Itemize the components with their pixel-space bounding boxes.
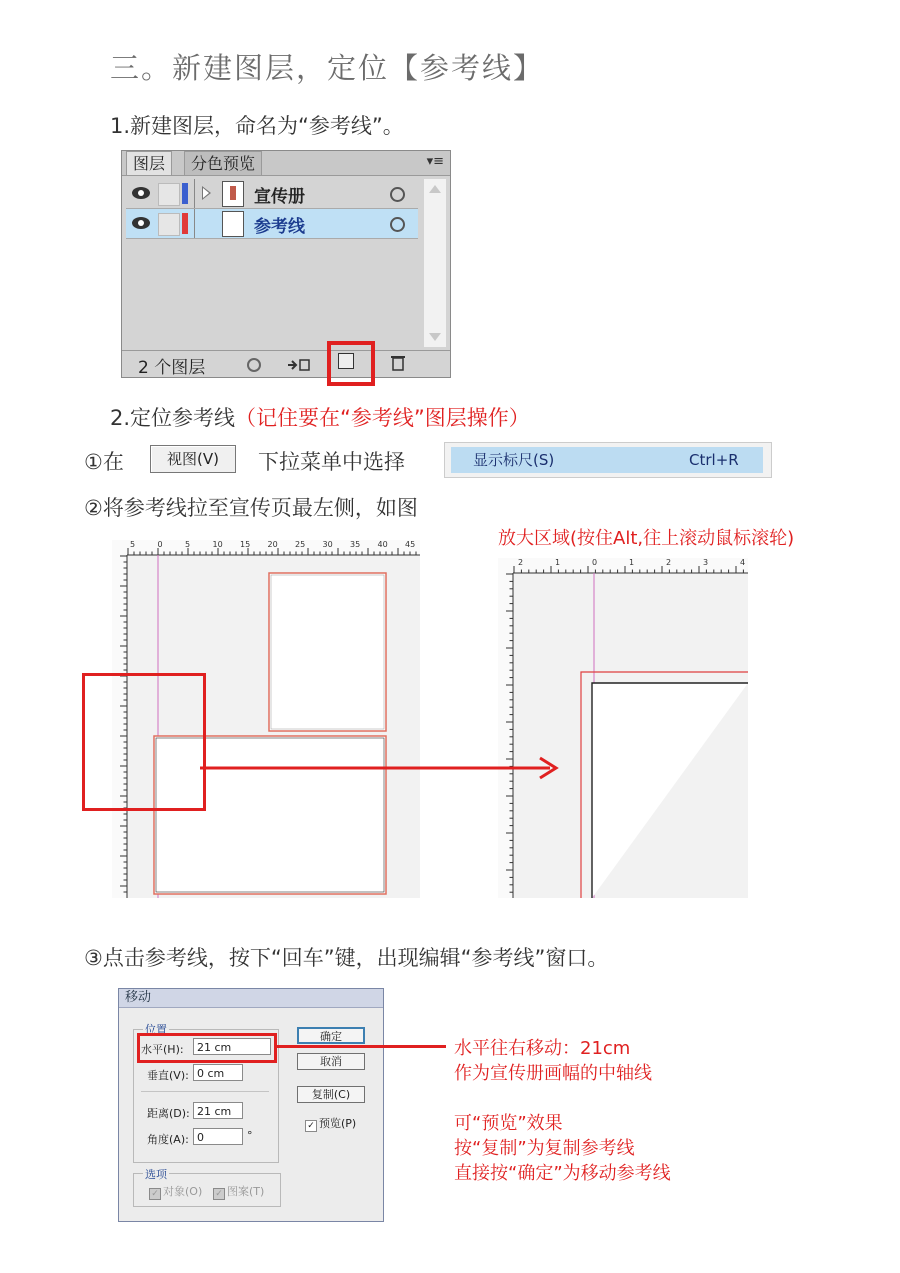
panel-menu-icon[interactable]: ▾≡ xyxy=(426,154,444,169)
lock-toggle[interactable] xyxy=(158,183,180,206)
ruler-label: 40 xyxy=(377,540,388,549)
ruler-label: 4 xyxy=(740,558,746,567)
trash-icon[interactable] xyxy=(390,354,406,372)
lock-toggle[interactable] xyxy=(158,213,180,236)
ruler-label: 5 xyxy=(185,540,191,549)
canvas-zoomed xyxy=(498,558,748,898)
distance-label: 距离(D): xyxy=(147,1107,190,1120)
position-group-label: 位置 xyxy=(145,1023,167,1036)
ruler-label: 5 xyxy=(130,540,136,549)
preview-label: 预览(P) xyxy=(319,1117,357,1130)
dialog-title: 移动 xyxy=(119,989,383,1008)
eye-icon[interactable] xyxy=(132,187,150,199)
options-group-label: 选项 xyxy=(145,1168,167,1181)
layer-name: 宣传册 xyxy=(254,187,305,207)
ruler-label: 3 xyxy=(703,558,709,567)
patterns-checkbox[interactable] xyxy=(213,1183,264,1200)
move-dialog xyxy=(118,988,384,1222)
layer-thumbnail xyxy=(222,211,244,237)
step2-prefix: 2.定位参考线 xyxy=(110,406,236,430)
angle-input[interactable]: 0 xyxy=(193,1128,243,1145)
note-spacer xyxy=(454,1086,671,1111)
divider xyxy=(194,179,195,208)
step2-text xyxy=(110,402,530,432)
step2-note: （记住要在“参考线”图层操作） xyxy=(235,406,530,430)
layer-color-swatch xyxy=(182,183,188,204)
layer-row[interactable] xyxy=(126,209,418,239)
ok-button[interactable]: 确定 xyxy=(297,1027,365,1044)
target-circle-icon[interactable] xyxy=(390,187,405,202)
layer-count: 2 个图层 xyxy=(138,358,206,378)
section-heading: 三。新建图层，定位【参考线】 xyxy=(110,51,545,85)
layers-panel xyxy=(121,150,451,378)
checkmark-icon: ✓ xyxy=(149,1188,161,1200)
layer-color-swatch xyxy=(182,213,188,234)
ruler-label: 0 xyxy=(157,540,163,549)
ruler-label: 10 xyxy=(212,540,223,549)
zoom-label: 放大区域(按住Alt,往上滚动鼠标滚轮) xyxy=(498,528,795,549)
ruler-label: 45 xyxy=(405,540,416,549)
ruler-label: 25 xyxy=(295,540,306,549)
line-a-after: 下拉菜单中选择 xyxy=(258,450,405,474)
eye-icon[interactable] xyxy=(132,217,150,229)
highlight-region xyxy=(82,673,206,811)
highlight-new-layer xyxy=(327,341,375,386)
view-menu-button[interactable]: 视图(V) xyxy=(150,445,236,473)
distance-input[interactable]: 21 cm xyxy=(193,1102,243,1119)
layer-name: 参考线 xyxy=(254,217,305,237)
expand-triangle-icon[interactable] xyxy=(202,186,211,200)
panel-tabs xyxy=(122,151,450,176)
vertical-label: 垂直(V): xyxy=(147,1069,189,1082)
ruler-label: 30 xyxy=(322,540,333,549)
tab-separations[interactable]: 分色预览 xyxy=(184,151,262,175)
ruler-label: 20 xyxy=(267,540,278,549)
ruler-label: 2 xyxy=(518,558,524,567)
ruler-label: 1 xyxy=(555,558,561,567)
patterns-label: 图案(T) xyxy=(227,1185,265,1198)
note-line: 水平往右移动：21cm xyxy=(454,1038,631,1059)
ruler-label: 15 xyxy=(240,540,251,549)
horizontal-label: 水平(H): xyxy=(141,1043,184,1056)
panel-footer xyxy=(122,350,450,377)
step1-text: 1.新建图层，命名为“参考线”。 xyxy=(110,114,404,138)
shortcut-label: Ctrl+R xyxy=(689,451,739,469)
show-rulers-label: 显示标尺(S) xyxy=(473,451,555,469)
connector-line xyxy=(274,1045,446,1048)
note-line: 作为宣传册画幅的中轴线 xyxy=(454,1063,652,1084)
line-b-text: ②将参考线拉至宣传页最左侧，如图 xyxy=(84,496,418,520)
angle-unit: ° xyxy=(247,1129,253,1142)
show-rulers-menu xyxy=(444,442,772,478)
angle-label: 角度(A): xyxy=(147,1133,189,1146)
cancel-button[interactable]: 取消 xyxy=(297,1053,365,1070)
layers-scrollbar[interactable] xyxy=(424,179,446,347)
ruler-label: 35 xyxy=(350,540,361,549)
ruler-label: 1 xyxy=(629,558,635,567)
layer-thumbnail xyxy=(222,181,244,207)
preview-checkbox[interactable] xyxy=(305,1115,356,1132)
notes xyxy=(454,1036,671,1186)
checkmark-icon: ✓ xyxy=(305,1120,317,1132)
show-rulers-item[interactable] xyxy=(451,447,763,473)
layer-row[interactable] xyxy=(126,179,418,209)
ruler-label: 2 xyxy=(666,558,672,567)
line-a-before: ①在 xyxy=(84,450,124,474)
checkmark-icon: ✓ xyxy=(213,1188,225,1200)
copy-button[interactable]: 复制(C) xyxy=(297,1086,365,1103)
objects-checkbox[interactable] xyxy=(149,1183,202,1200)
target-circle-icon[interactable] xyxy=(390,217,405,232)
divider xyxy=(194,209,195,238)
line-c-text: ③点击参考线，按下“回车”键，出现编辑“参考线”窗口。 xyxy=(84,946,609,970)
tab-layers[interactable]: 图层 xyxy=(126,151,172,175)
note-line: 直接按“确定”为移动参考线 xyxy=(454,1163,671,1184)
note-line: 可“预览”效果 xyxy=(454,1113,563,1134)
vertical-input[interactable]: 0 cm xyxy=(193,1064,243,1081)
note-line: 按“复制”为复制参考线 xyxy=(454,1138,635,1159)
arrow-to-zoom xyxy=(200,755,562,785)
divider xyxy=(141,1091,269,1092)
highlight-horizontal xyxy=(137,1033,277,1063)
ruler-label: 0 xyxy=(592,558,598,567)
horizontal-input[interactable]: 21 cm xyxy=(193,1038,271,1055)
objects-label: 对象(O) xyxy=(163,1185,203,1198)
